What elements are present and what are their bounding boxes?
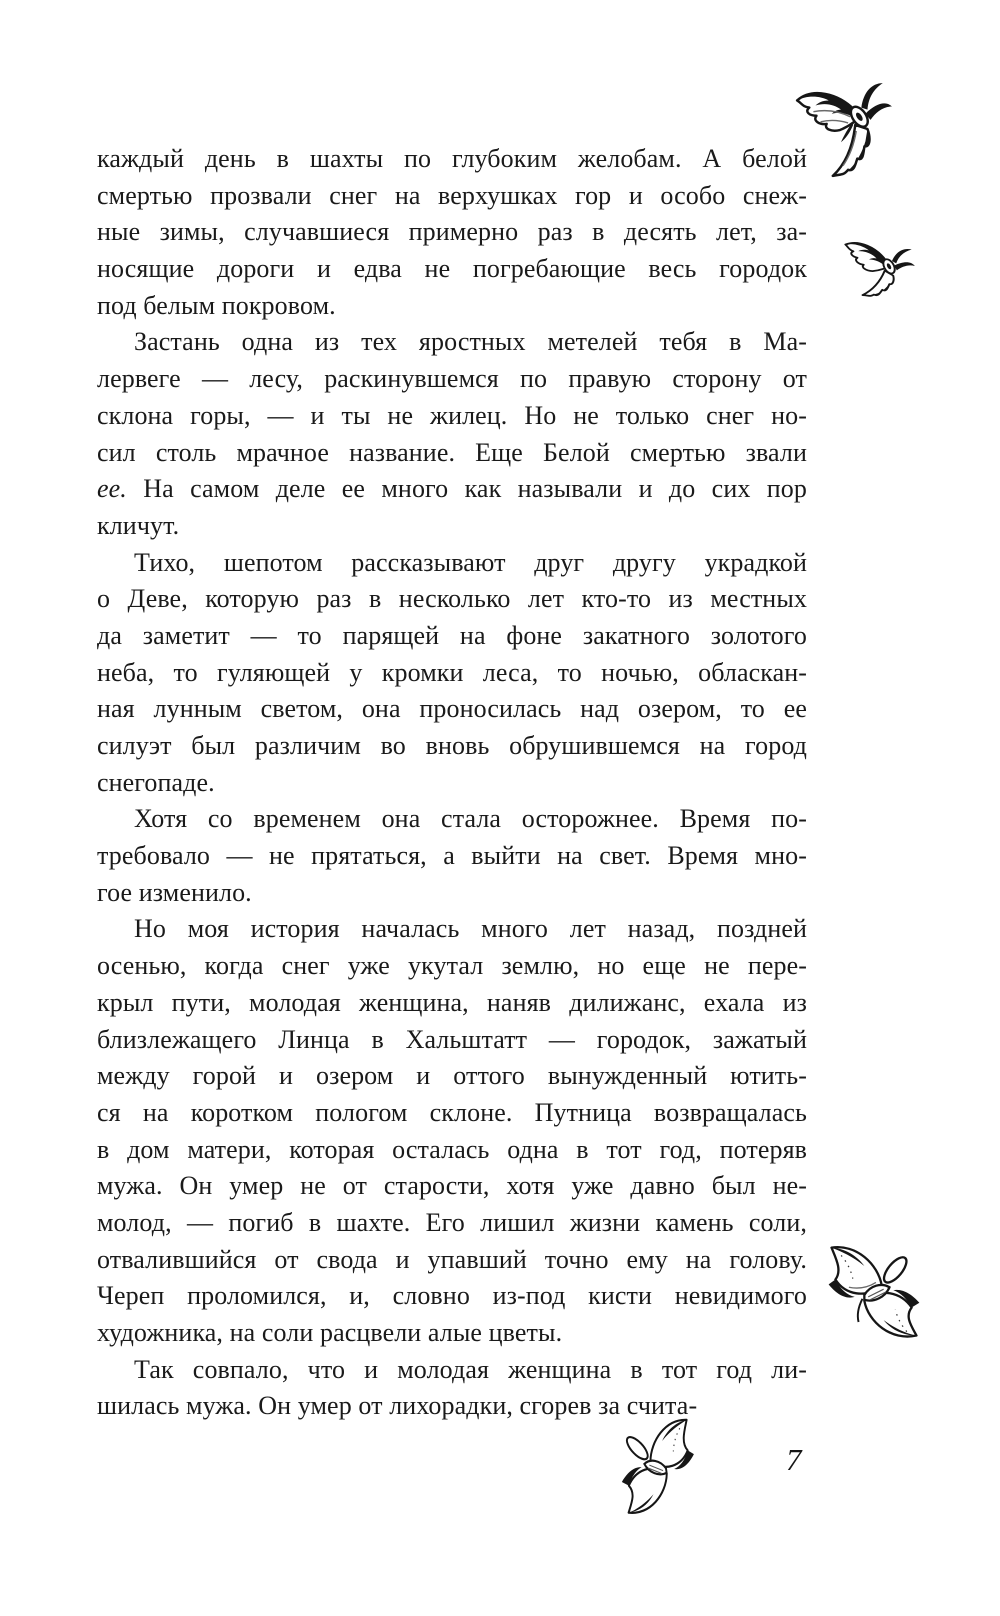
paragraph	[97, 801, 807, 911]
text-line: мужа. Он умер не от старости, хотя уже давно был не-	[97, 1171, 807, 1201]
text-line: ные зимы, случавшиеся примерно раз в десять лет, за-	[97, 217, 807, 247]
text-line: силуэт был различим во вновь обрушившемся на город	[97, 731, 807, 760]
flower-icon-bottom	[603, 1410, 713, 1528]
text-line: кличут.	[97, 510, 180, 540]
text-line: Хотя со временем она стала осторожнее. Время по-	[134, 804, 807, 834]
text-line: Застань одна из тех яростных метелей тебя в Ма-	[134, 327, 807, 357]
text-line: под белым покровом.	[97, 290, 336, 320]
text-line: в дом матери, которая осталась одна в тот год, потеряв	[97, 1134, 807, 1164]
page-text	[97, 141, 807, 1425]
italic-text: ее.	[97, 474, 127, 504]
text-line: смертью прозвали снег на верхушках гор и особо снеж-	[97, 180, 807, 210]
paragraph	[97, 1352, 807, 1425]
text-line: отвалившийся от свода и упавший точно ему на голову.	[97, 1244, 807, 1274]
text-line: ся на коротком пологом склоне. Путница возвращалась	[97, 1097, 807, 1127]
text-line: лервеге — лесу, раскинувшемся по правую сторону от	[97, 364, 807, 394]
text-line: требовало — не прятаться, а выйти на свет. Время мно-	[97, 841, 807, 871]
text-line: Тихо, шепотом рассказывают друг другу украдкой	[134, 547, 807, 577]
text-line: ная лунным светом, она проносилась над озером, то ее	[97, 694, 807, 724]
text-line: крыл пути, молодая женщина, наняв дилижанс, ехала из	[97, 987, 807, 1017]
text-line: художника, на соли расцвели алые цветы.	[97, 1318, 563, 1347]
text-segment: На самом деле ее много как называли и до сих пор	[126, 474, 807, 504]
paragraph	[97, 911, 807, 1351]
text-line: склона горы, — и ты не жилец. Но не только снег но-	[97, 400, 807, 430]
text-line: Но моя история началась много лет назад, поздней	[134, 914, 807, 944]
text-line: каждый день в шахты по глубоким желобам. А белой	[97, 144, 807, 173]
page-number: 7	[786, 1442, 802, 1477]
text-line: между горой и озером и оттого вынужденный ютить-	[97, 1061, 807, 1091]
text-line: Череп проломился, и, словно из-под кисти невидимого	[97, 1281, 807, 1311]
text-line: Так совпало, что и молодая женщина в тот год ли-	[134, 1354, 807, 1384]
flower-icon-right	[815, 1239, 933, 1350]
text-line: неба, то гуляющей у кромки леса, то ночью, обласкан-	[97, 657, 807, 687]
text-line: сил столь мрачное название. Еще Белой смертью звали	[97, 437, 807, 467]
text-line: близлежащего Линца в Хальштатт — городок, зажатый	[97, 1024, 807, 1054]
text-line: осенью, когда снег уже укутал землю, но еще не пере-	[97, 951, 807, 981]
text-line: носящие дороги и едва не погребающие весь городок	[97, 254, 807, 284]
text-line: о Деве, которую раз в несколько лет кто-то из местных	[97, 584, 807, 614]
text-line: молод, — погиб в шахте. Его лишил жизни камень соли,	[97, 1207, 807, 1237]
text-line	[97, 471, 807, 508]
text-line: да заметит — то парящей на фоне закатного золотого	[97, 620, 807, 650]
text-line: снегопаде.	[97, 767, 215, 797]
moth-icon-small	[829, 230, 921, 313]
paragraph	[97, 324, 807, 544]
paragraph	[97, 141, 807, 324]
text-line: шилась мужа. Он умер от лихорадки, сгорев за счита-	[97, 1391, 698, 1421]
text-line: гое изменило.	[97, 877, 252, 907]
moth-icon	[792, 78, 894, 180]
paragraph	[97, 545, 807, 802]
